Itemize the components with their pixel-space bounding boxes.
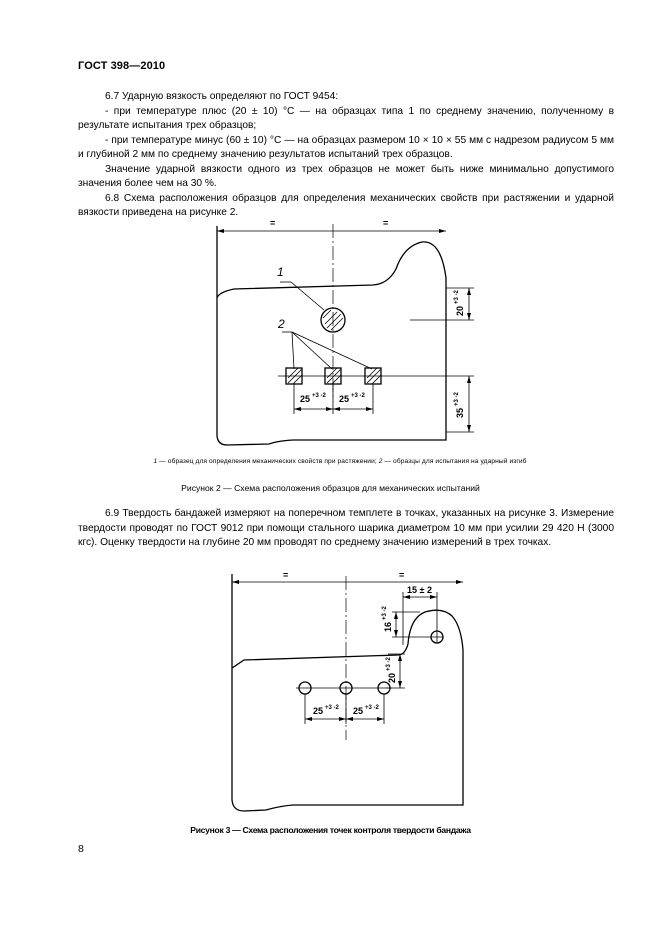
fig2-dim-35-base: 35 bbox=[455, 407, 465, 418]
para-6-7-item-2: - при температуре минус (60 ± 10) °С — на образцах размером 10 × 10 × 55 мм с надрезом радиусом 5 мм и глубиной 2 мм по среднему значению результатов испытаний трех образцов. bbox=[78, 134, 614, 160]
para-6-9: 6.9 Твердость бандажей измеряют на поперечном темплете в точках, указанных на рисунке 3. Измерение твердости проводят по ГОСТ 9012 при помощи стального шарика диаметром 10 мм при усилии 29 420 Н (3000 кгс). Оценку твердости на глубине 20 мм проводят по среднему значению измерений в трех точках. bbox=[78, 508, 614, 548]
fig2-dim-20-base: 20 bbox=[455, 305, 465, 316]
fig2-dim-25-left-tol: +3 -2 bbox=[312, 393, 326, 399]
para-6-7-note: Значение ударной вязкости одного из трех образцов не может быть ниже минимально допустимого значения более чем на 30 %. bbox=[78, 163, 614, 189]
legend-text-2: — образцы для испытания на ударный изгиб bbox=[382, 458, 527, 465]
legend-number-2: 2 bbox=[378, 458, 383, 465]
document-header: ГОСТ 398—2010 bbox=[78, 60, 166, 72]
fig3-dim-25-right-tol: +3 -2 bbox=[365, 705, 379, 711]
figure-2-caption: Рисунок 2 — Схема расположения образцов для механических испытаний bbox=[181, 483, 480, 493]
fig3-dim-25-left-tol: +3 -2 bbox=[325, 705, 339, 711]
figure-3-drawing bbox=[0, 560, 661, 820]
figure-3-caption: Рисунок 3 — Схема расположения точек контроля твердости бандажа bbox=[190, 825, 471, 835]
fig2-outline bbox=[217, 226, 446, 445]
fig3-outline bbox=[232, 574, 463, 811]
fig2-dim-20-tol: +3 -2 bbox=[454, 290, 460, 304]
fig2-callout-2: 2 bbox=[278, 317, 285, 331]
fig3-dim-20-base: 20 bbox=[387, 672, 397, 683]
fig3-dim-15: 15 ± 2 bbox=[407, 585, 432, 595]
fig3-dim-20-tol: +3 -2 bbox=[386, 657, 392, 671]
fig3-dim-16-tol: +3 -2 bbox=[382, 606, 388, 620]
legend-number-1: 1 bbox=[153, 458, 158, 465]
fig2-dim-25-left-base: 25 bbox=[300, 394, 311, 404]
fig2-equal-right: = bbox=[383, 218, 389, 228]
para-6-8: 6.8 Схема расположения образцов для определения механических свойств при растяжении и ударной вязкости приведена на рисунке 2. bbox=[78, 192, 614, 218]
page-number: 8 bbox=[78, 843, 84, 855]
section-6-9 bbox=[78, 507, 614, 551]
fig3-equal-left: = bbox=[283, 570, 289, 580]
fig2-dim-25-right-base: 25 bbox=[339, 394, 350, 404]
figure-2-legend bbox=[60, 458, 620, 465]
fig2-dim-25-right-tol: +3 -2 bbox=[351, 393, 365, 399]
fig3-equal-right: = bbox=[399, 570, 405, 580]
legend-text-1: — образец для определения механических свойств при растяжении; bbox=[157, 458, 379, 465]
fig3-dim-25-right-base: 25 bbox=[353, 706, 364, 716]
fig3-dim-25-left-base: 25 bbox=[313, 706, 324, 716]
fig3-dim-16-base: 16 bbox=[383, 621, 393, 632]
fig2-callout-1: 1 bbox=[277, 265, 284, 279]
fig2-equal-left: = bbox=[270, 218, 276, 228]
fig2-dim-35-tol: +3 -2 bbox=[454, 392, 460, 406]
para-6-7-item-1: - при температуре плюс (20 ± 10) °С — на образцах типа 1 по среднему значению, полученному в результате испытания трех образцов; bbox=[78, 105, 614, 131]
para-6-7-title: 6.7 Ударную вязкость определяют по ГОСТ 9454: bbox=[105, 91, 339, 102]
